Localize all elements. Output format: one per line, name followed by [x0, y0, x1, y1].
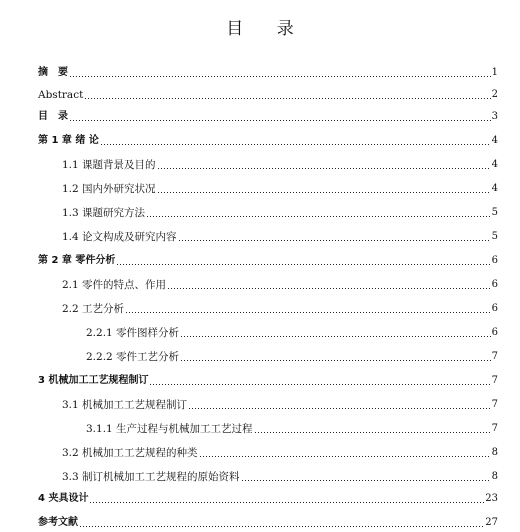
toc-entry-label: 3.1 机械加工工艺规程制订 [62, 399, 188, 411]
toc-entry-page: 7 [491, 351, 498, 362]
toc-entry-label: 3.2 机械加工工艺规程的种类 [62, 447, 198, 459]
toc-entry-page: 6 [491, 303, 498, 314]
toc-entry-label: 2.2.1 零件图样分析 [86, 327, 180, 339]
toc-entry-label: 4 夹具设计 [38, 493, 89, 504]
toc-entry-page: 4 [491, 135, 498, 146]
dot-leader [146, 216, 491, 217]
toc-entry[interactable] [86, 320, 498, 340]
dot-leader [79, 526, 484, 527]
toc-entry-page: 1 [491, 67, 498, 78]
toc-entry[interactable] [62, 464, 498, 484]
dot-leader [69, 76, 491, 77]
toc-entry-page: 5 [491, 231, 498, 242]
toc-entry-page: 3 [491, 111, 498, 122]
toc-entry-page: 7 [491, 423, 498, 434]
toc-entry[interactable] [38, 486, 498, 506]
toc-entry-label: Abstract [38, 89, 84, 101]
dot-leader [180, 360, 491, 361]
toc-entry-label: 1.3 课题研究方法 [62, 207, 146, 219]
toc-entry-label: 3.3 制订机械加工工艺规程的原始资料 [62, 471, 240, 483]
toc-entry-label: 2.1 零件的特点、作用 [62, 279, 167, 291]
toc-entry-page: 2 [491, 89, 498, 100]
toc-entry-page: 23 [485, 493, 498, 504]
toc-entry-page: 5 [491, 207, 498, 218]
dot-leader [180, 336, 491, 337]
toc-entry-page: 4 [491, 159, 498, 170]
toc-entry-label: 第 2 章 零件分析 [38, 255, 116, 266]
toc-entry[interactable] [62, 176, 498, 196]
toc-entry-label: 3 机械加工工艺规程制订 [38, 375, 149, 386]
toc-entry[interactable] [38, 82, 498, 102]
toc-entry[interactable] [86, 344, 498, 364]
dot-leader [84, 98, 490, 99]
dot-leader [199, 456, 491, 457]
toc-entry-page: 8 [491, 471, 498, 482]
page-title: 目 录 [226, 19, 308, 39]
toc-entry[interactable] [38, 510, 498, 530]
toc-entry-label: 目 录 [38, 111, 68, 122]
toc-entry-page: 6 [491, 279, 498, 290]
toc-entry-label: 摘 要 [38, 67, 68, 78]
toc-entry-label: 1.4 论文构成及研究内容 [62, 231, 177, 243]
toc-entry-page: 8 [491, 447, 498, 458]
dot-leader [157, 192, 491, 193]
toc-entry-label: 3.1.1 生产过程与机械加工工艺过程 [86, 423, 253, 435]
toc-entry-page: 6 [491, 327, 498, 338]
toc-entry-page: 4 [491, 183, 498, 194]
toc-entry-label: 1.1 课题背景及目的 [62, 159, 156, 171]
dot-leader [241, 480, 491, 481]
dot-leader [125, 312, 491, 313]
toc-entry-page: 27 [485, 517, 498, 528]
dot-leader [69, 120, 491, 121]
dot-leader [254, 432, 491, 433]
toc-entry[interactable] [62, 440, 498, 460]
dot-leader [100, 144, 491, 145]
dot-leader [167, 288, 491, 289]
toc-entry[interactable] [38, 248, 498, 268]
toc-entry[interactable] [62, 392, 498, 412]
toc-entry[interactable] [38, 104, 498, 124]
toc-entry-page: 7 [491, 399, 498, 410]
dot-leader [188, 408, 491, 409]
toc-entry[interactable] [62, 272, 498, 292]
toc-entry-page: 7 [491, 375, 498, 386]
dot-leader [157, 168, 491, 169]
toc-entry[interactable] [62, 200, 498, 220]
toc-entry[interactable] [38, 60, 498, 80]
toc-entry[interactable] [62, 152, 498, 172]
toc-entry-page: 6 [491, 255, 498, 266]
toc-entry-label: 1.2 国内外研究状况 [62, 183, 156, 195]
dot-leader [149, 384, 490, 385]
toc-entry-label: 2.2 工艺分析 [62, 303, 125, 315]
dot-leader [178, 240, 491, 241]
toc-entry-label: 2.2.2 零件工艺分析 [86, 351, 180, 363]
dot-leader [89, 502, 484, 503]
toc-entry[interactable] [38, 368, 498, 388]
toc-entry-label: 第 1 章 绪 论 [38, 135, 99, 146]
toc-entry[interactable] [62, 296, 498, 316]
toc-entry[interactable] [38, 128, 498, 148]
toc-entry[interactable] [86, 416, 498, 436]
toc-entry-label: 参考文献 [38, 517, 78, 528]
toc-entry[interactable] [62, 224, 498, 244]
dot-leader [116, 264, 490, 265]
